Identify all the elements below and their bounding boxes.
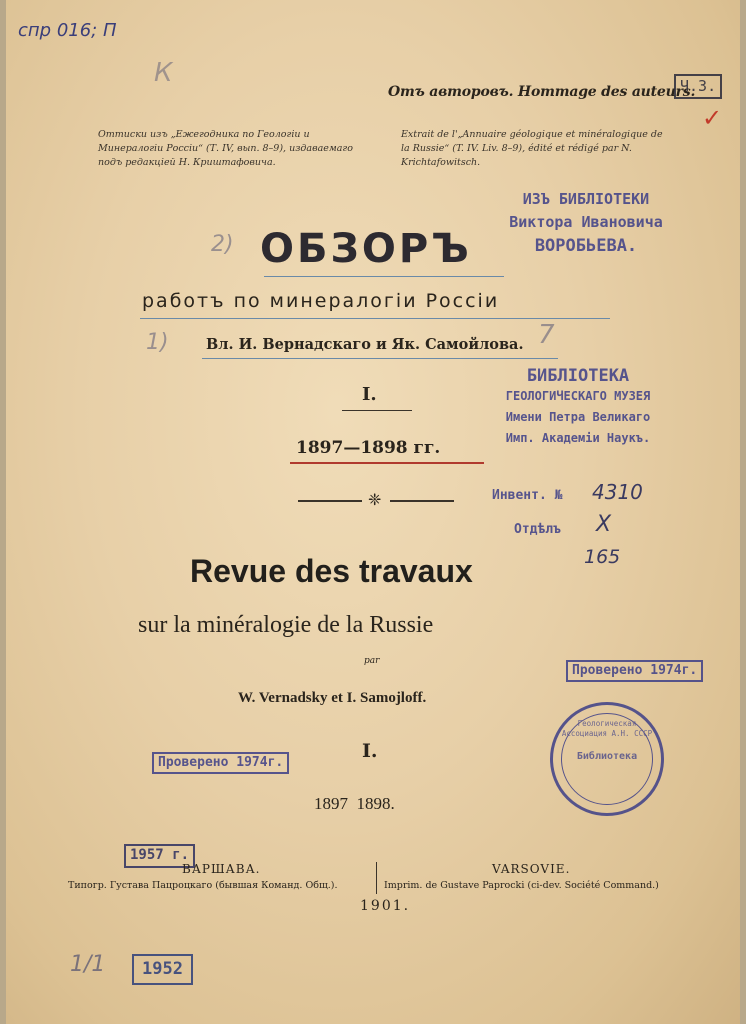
handwritten-k-mark: К xyxy=(154,58,173,88)
red-check-mark: ✓ xyxy=(702,104,723,132)
library-stamp-line3: ВОРОБЬЕВА. xyxy=(534,235,638,256)
russian-years: 1897—1898 гг. xyxy=(296,438,441,458)
french-title: Revue des travaux xyxy=(190,553,473,589)
museum-stamp-line3: Имени Петра Великаго xyxy=(505,410,651,425)
imprint-year: 1901. xyxy=(360,898,411,914)
handwritten-number-2: 2) xyxy=(211,232,234,257)
ornament-icon: ❈ xyxy=(368,490,382,509)
verified-stamp-right: Проверено 1974г. xyxy=(566,660,703,682)
french-subtitle: sur la minéralogie de la Russie xyxy=(138,612,434,638)
round-stamp-ring-text: Геологическая Ассоциация А.Н. СССР xyxy=(561,719,653,738)
french-volume: I. xyxy=(362,740,378,762)
shelf-label-stamp: Ч.3. xyxy=(674,74,722,99)
years-underline xyxy=(290,462,484,464)
verified-stamp-left: Проверено 1974г. xyxy=(152,752,289,774)
shelf-number: 165 xyxy=(584,546,621,568)
russian-authors: Вл. И. Вернадскаго и Як. Самойлова. xyxy=(206,336,524,353)
handwritten-number-7: 7 xyxy=(538,320,555,350)
imprint-city-russian: ВАРШАВА. xyxy=(182,862,261,876)
handwritten-call-number: спр 016; П xyxy=(18,20,117,41)
museum-library-stamp xyxy=(488,366,668,446)
round-association-stamp xyxy=(550,702,664,816)
handwritten-bottom-mark: 1/1 xyxy=(70,952,106,977)
ornament-rule-left xyxy=(298,500,362,502)
imprint-city-french: VARSOVIE. xyxy=(492,862,571,876)
extract-note-russian: Оттиски изъ „Ежегодника по Геологіи и Минералогіи Россіи“ (Т. IV, вып. 8–9), издаваемаго подъ редакціей Н. Криштафовича. xyxy=(98,129,353,168)
imprint-printer-french: Imprim. de Gustave Paprocki (ci-dev. Société Command.) xyxy=(384,880,659,891)
library-provenance-stamp xyxy=(486,190,686,257)
round-stamp-center-text: Библиотека xyxy=(576,751,638,762)
museum-stamp-line1: БИБЛІОТЕКА xyxy=(526,366,630,386)
year-1957-stamp: 1957 г. xyxy=(124,844,195,868)
department-value: X xyxy=(596,512,612,537)
inventory-number: 4310 xyxy=(592,480,643,504)
title-underline xyxy=(264,276,504,277)
extract-note-french: Extrait de l'„Annuaire géologique et minéralogique de la Russie“ (T. IV. Liv. 8–9), édité et rédigé par N. Krichtafowitsch. xyxy=(401,129,663,168)
ornament-rule-right xyxy=(390,500,454,502)
museum-stamp-line2: ГЕОЛОГИЧЕСКАГО МУЗЕЯ xyxy=(505,389,651,404)
year-1952-stamp: 1952 xyxy=(132,954,193,985)
library-stamp-line1: ИЗЪ БИБЛІОТЕКИ xyxy=(522,190,650,208)
french-authors: W. Vernadsky et I. Samojloff. xyxy=(238,690,427,706)
french-years: 1897 1898. xyxy=(314,794,395,813)
volume-underline xyxy=(342,410,412,411)
imprint-printer-russian: Типогр. Густава Пацроцкаго (бывшая Команд. Общ.). xyxy=(68,880,338,891)
dedication-line: Отъ авторовъ. Hommage des auteurs. xyxy=(388,84,696,100)
department-label: Отдѣлъ xyxy=(514,522,561,537)
subtitle-underline xyxy=(140,318,610,319)
russian-subtitle: работъ по минералогіи Россіи xyxy=(142,290,500,312)
handwritten-number-1: 1) xyxy=(146,330,169,355)
authors-underline xyxy=(202,358,558,359)
library-stamp-line2: Виктора Ивановича xyxy=(509,212,663,231)
title-page xyxy=(6,0,740,1024)
french-par: par xyxy=(364,656,380,666)
imprint-divider xyxy=(376,862,377,894)
museum-stamp-line4: Имп. Академіи Наукъ. xyxy=(505,431,651,446)
inventory-label: Инвент. № xyxy=(492,488,563,503)
russian-volume: I. xyxy=(362,384,377,405)
russian-title: ОБЗОРЪ xyxy=(260,226,472,272)
